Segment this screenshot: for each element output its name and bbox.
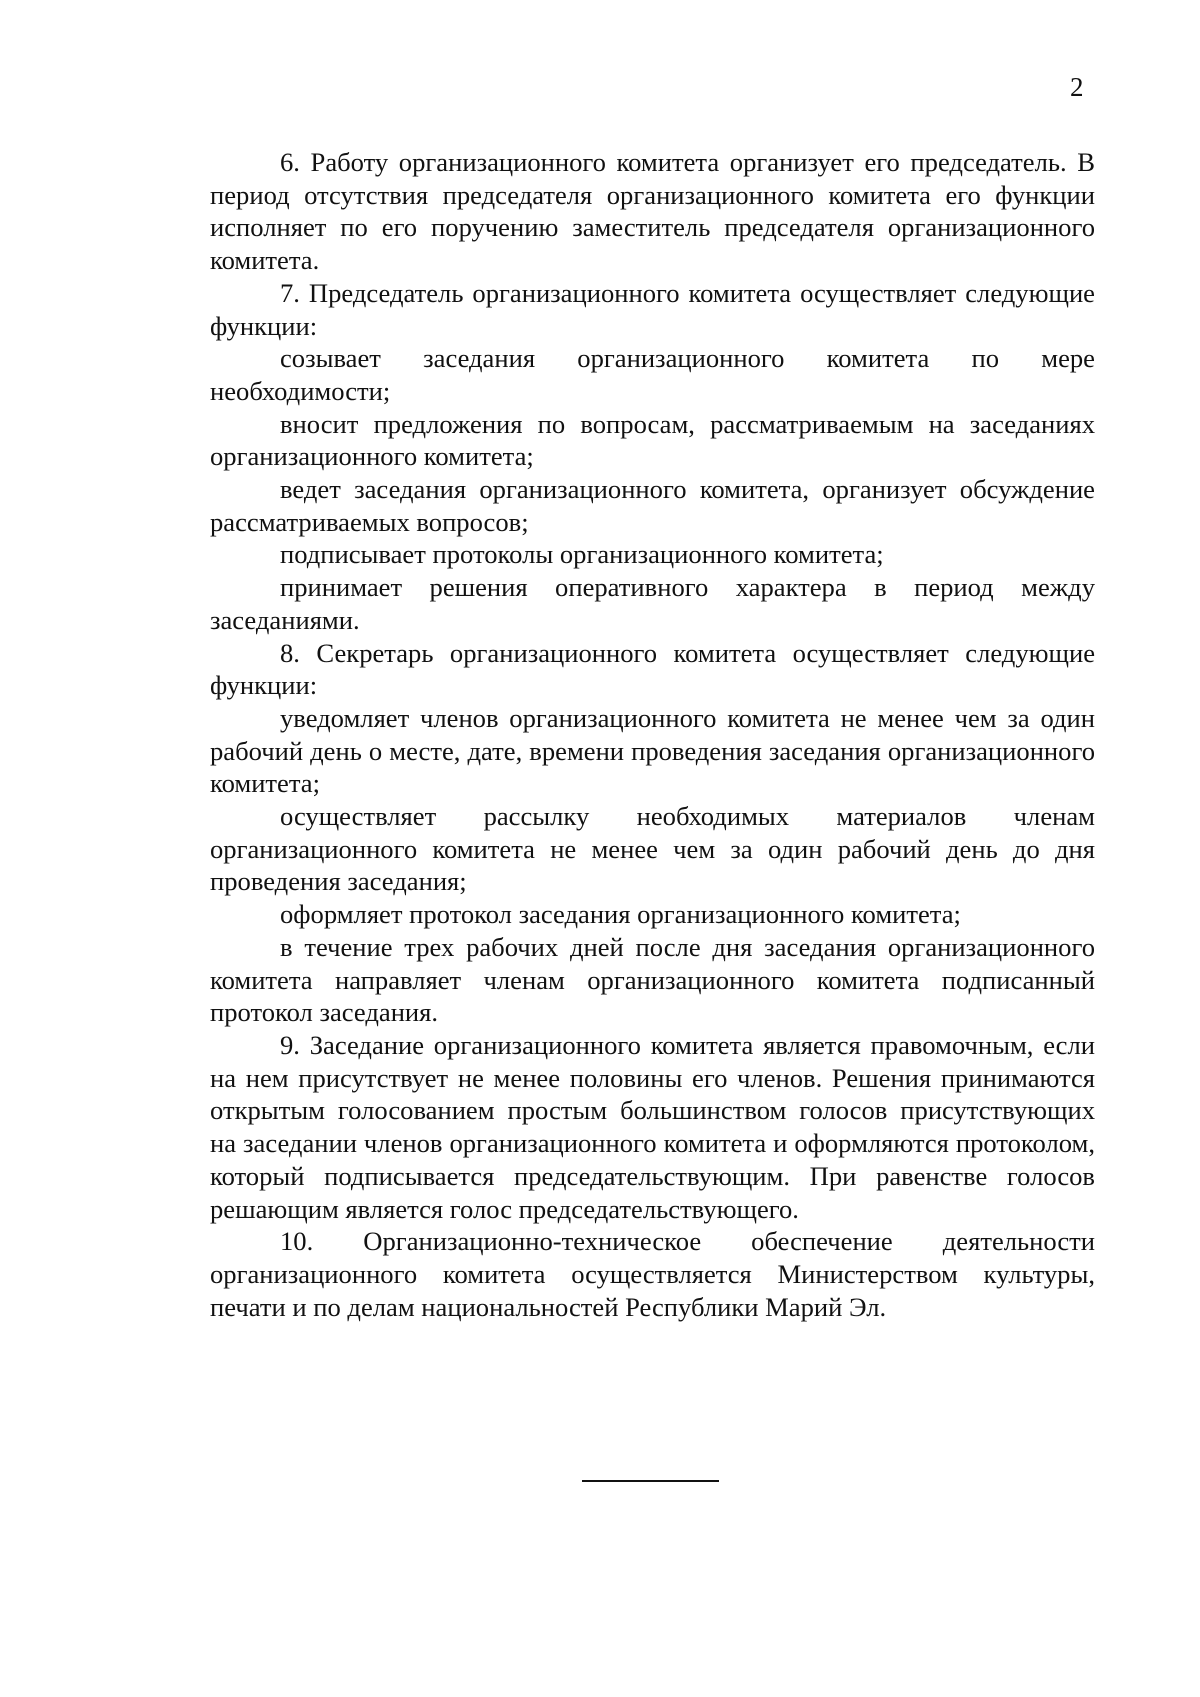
page-number: 2 bbox=[1070, 72, 1084, 102]
paragraph-9: 9. Заседание организационного комитета является правомочным, если на нем присутствует не менее половины его членов. Решения принимаются открытым голосованием простым большинством голосов присутствующих на заседании членов организационного комитета и оформляются протоколом, который подписывается председательствующим. При равенстве голосов решающим является голос председательствующего. bbox=[210, 1029, 1095, 1224]
list-item: созывает заседания организационного комитета по мере необходимости; bbox=[210, 343, 1095, 406]
paragraph-10: 10. Организационно-техническое обеспечение деятельности организационного комитета осуществляется Министерством культуры, печати и по делам национальностей Республики Марий Эл. bbox=[210, 1226, 1095, 1322]
list-item: ведет заседания организационного комитета, организует обсуждение рассматриваемых вопросов; bbox=[210, 474, 1095, 537]
end-of-document-rule bbox=[582, 1480, 719, 1482]
paragraph-6: 6. Работу организационного комитета организует его председатель. В период отсутствия председателя организационного комитета его функции исполняет по его поручению заместитель председателя организационного комитета. bbox=[210, 147, 1095, 276]
list-item: в течение трех рабочих дней после дня заседания организационного комитета направляет членам организационного комитета подписанный протокол заседания. bbox=[210, 931, 1095, 1028]
list-item: осуществляет рассылку необходимых материалов членам организационного комитета не менее чем за один рабочий день до дня проведения заседания; bbox=[210, 801, 1095, 897]
paragraph-7: 7. Председатель организационного комитета осуществляет следующие функции: bbox=[210, 277, 1095, 341]
document-body bbox=[210, 146, 1095, 1323]
list-item: оформляет протокол заседания организационного комитета; bbox=[280, 899, 961, 930]
list-item: подписывает протоколы организационного комитета; bbox=[280, 539, 884, 570]
paragraph-8: 8. Секретарь организационного комитета осуществляет следующие функции: bbox=[210, 637, 1095, 701]
list-item: принимает решения оперативного характера в период между заседаниями. bbox=[210, 572, 1095, 635]
list-item: вносит предложения по вопросам, рассматриваемым на заседаниях организационного комитета; bbox=[210, 408, 1095, 472]
list-item: уведомляет членов организационного комитета не менее чем за один рабочий день о месте, дате, времени проведения заседания организационного комитета; bbox=[210, 702, 1095, 799]
